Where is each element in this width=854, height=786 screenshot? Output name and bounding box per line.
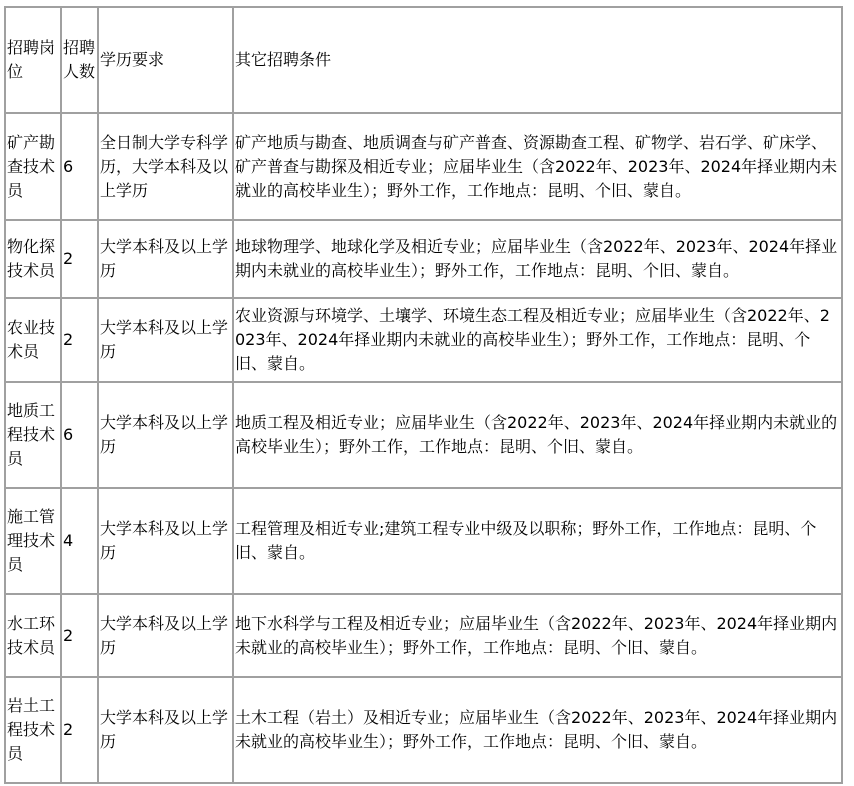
table-row <box>5 594 842 677</box>
position-cell: 岩土工程技术员 <box>5 677 61 783</box>
table-row <box>5 220 842 298</box>
header-position: 招聘岗位 <box>5 7 61 113</box>
count-cell: 2 <box>61 594 98 677</box>
position-cell: 地质工程技术员 <box>5 382 61 488</box>
education-cell: 大学本科及以上学历 <box>98 220 233 298</box>
conditions-cell: 工程管理及相近专业;建筑工程专业中级及以职称；野外工作，工作地点：昆明、个旧、蒙自。 <box>233 488 842 594</box>
position-cell: 施工管理技术员 <box>5 488 61 594</box>
header-conditions: 其它招聘条件 <box>233 7 842 113</box>
count-cell: 6 <box>61 113 98 220</box>
count-cell: 2 <box>61 298 98 382</box>
conditions-cell: 地球物理学、地球化学及相近专业；应届毕业生（含2022年、2023年、2024年择业期内未就业的高校毕业生）；野外工作，工作地点：昆明、个旧、蒙自。 <box>233 220 842 298</box>
education-cell: 大学本科及以上学历 <box>98 677 233 783</box>
conditions-cell: 地下水科学与工程及相近专业；应届毕业生（含2022年、2023年、2024年择业期内未就业的高校毕业生）；野外工作，工作地点：昆明、个旧、蒙自。 <box>233 594 842 677</box>
position-cell: 矿产勘查技术员 <box>5 113 61 220</box>
header-education: 学历要求 <box>98 7 233 113</box>
header-row <box>5 7 842 113</box>
header-count: 招聘人数 <box>61 7 98 113</box>
position-cell: 物化探技术员 <box>5 220 61 298</box>
count-cell: 6 <box>61 382 98 488</box>
count-cell: 4 <box>61 488 98 594</box>
education-cell: 大学本科及以上学历 <box>98 594 233 677</box>
position-cell: 水工环技术员 <box>5 594 61 677</box>
conditions-cell: 地质工程及相近专业；应届毕业生（含2022年、2023年、2024年择业期内未就业的高校毕业生）；野外工作，工作地点：昆明、个旧、蒙自。 <box>233 382 842 488</box>
education-cell: 大学本科及以上学历 <box>98 382 233 488</box>
education-cell: 全日制大学专科学历，大学本科及以上学历 <box>98 113 233 220</box>
position-cell: 农业技术员 <box>5 298 61 382</box>
count-cell: 2 <box>61 220 98 298</box>
conditions-cell: 矿产地质与勘查、地质调查与矿产普查、资源勘查工程、矿物学、岩石学、矿床学、矿产普查与勘探及相近专业；应届毕业生（含2022年、2023年、2024年择业期内未就业的高校毕业生）；野外工作，工作地点：昆明、个旧、蒙自。 <box>233 113 842 220</box>
table-row <box>5 488 842 594</box>
count-cell: 2 <box>61 677 98 783</box>
education-cell: 大学本科及以上学历 <box>98 298 233 382</box>
conditions-cell: 土木工程（岩土）及相近专业；应届毕业生（含2022年、2023年、2024年择业期内未就业的高校毕业生）；野外工作，工作地点：昆明、个旧、蒙自。 <box>233 677 842 783</box>
table-row <box>5 113 842 220</box>
education-cell: 大学本科及以上学历 <box>98 488 233 594</box>
table-row <box>5 382 842 488</box>
table-row <box>5 677 842 783</box>
table-row <box>5 298 842 382</box>
recruitment-table <box>4 6 843 784</box>
conditions-cell: 农业资源与环境学、土壤学、环境生态工程及相近专业；应届毕业生（含2022年、2023年、2024年择业期内未就业的高校毕业生）；野外工作，工作地点：昆明、个旧、蒙自。 <box>233 298 842 382</box>
